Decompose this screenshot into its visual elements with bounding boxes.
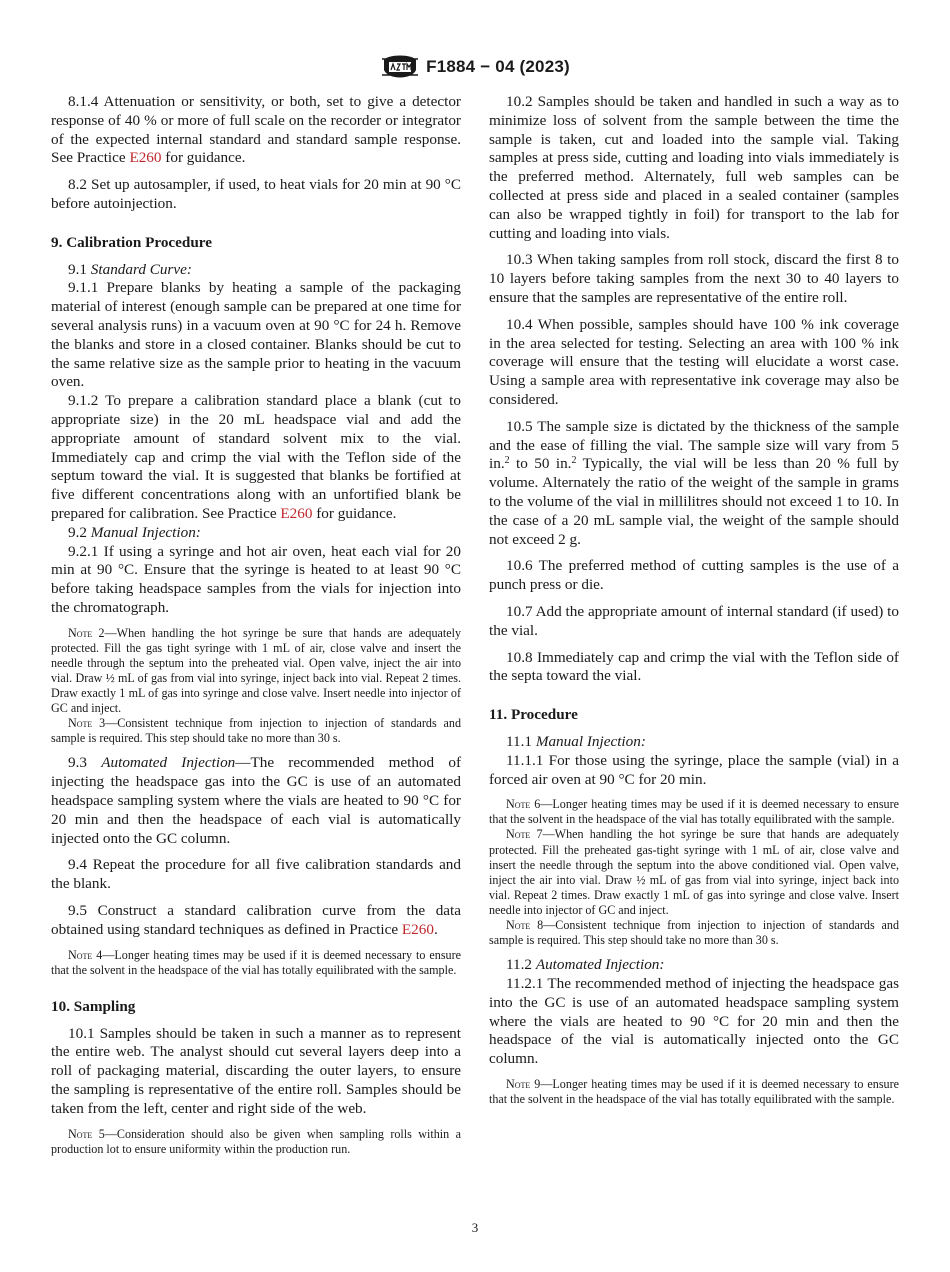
paragraph-10-1: 10.1 Samples should be taken in such a manner as to represent the entire web. The analyst should cut several layers deep into a roll of packaging material, discarding the outer layers, to ensure the sampling is representative of the entire roll. Samples should be taken from the left, center and right side of the web. (51, 1024, 461, 1117)
paragraph-11-2-1: 11.2.1 The recommended method of injecting the headspace gas into the GC is use of an automated headspace sampling system where the vials are heated to 90 °C for 20 min and then the headspace of the vial is automatically injected onto the GC column. (489, 975, 899, 1068)
link-e260[interactable]: E260 (401, 920, 434, 938)
section-heading-10: 10. Sampling (51, 997, 136, 1015)
paragraph-9-5: 9.5 Construct a standard calibration curve from the data obtained using standard techniques as defined in Practice E260. (51, 902, 461, 938)
section-heading-11: 11. Procedure (489, 706, 578, 724)
section-heading-9: 9. Calibration Procedure (51, 233, 213, 251)
paragraph-10-2: 10.2 Samples should be taken and handled in such a way as to minimize loss of solvent from the sample between the time the sample is taken, cut and loaded into the sample vial. Taking samples at press side, cutting and loading into vials immediately is the preferred method. Alternately, full web samples can be collected at press side and placed in a sealed container (samples can also be wrapped tightly in foil) for transport to the lab for cutting and loading into vials. (489, 93, 899, 242)
page-header (0, 50, 950, 84)
note-3: Note 3—Consistent technique from injection to injection of standards and sample is required. This step should take no more than 30 s. (51, 716, 462, 746)
note-8: Note 8—Consistent technique from injection to injection of standards and sample is required. This step should take no more than 30 s. (489, 918, 900, 948)
paragraph-11-2: 11.2 Automated Injection: (506, 956, 665, 974)
note-7: Note 7—When handling the hot syringe be sure that hands are adequately protected. Fill the preheated gas-tight syringe with 1 mL of air, close valve and insert the needle through the septum into the above conditioned vial. Open valve, inject the air into vial. Draw ½ mL of gas from vial into syringe, inject back into vial. Repeat 2 times. Draw exactly 1 mL of gas into syringe and close valve. Insert needle into injector of GC and inject. (489, 827, 899, 917)
paragraph-10-5: 10.5 The sample size is dictated by the thickness of the sample and the ease of filling the vial. The sample size will vary from 5 in.$^2$ to 50 in.$^2$ Typically, the vial will be less than 20 % full by volume. Alternately the ratio of the weight of the sample in grams to the volume of the vial in millilitres should not exceed 1 to 10. In the case of a 20 mL sample vial, the weight of the sample should not exceed 2 g. (489, 417, 899, 548)
paragraph-10-7: 10.7 Add the appropriate amount of internal standard (if used) to the vial. (489, 602, 899, 639)
paragraph-9-2: 9.2 Manual Injection: (68, 523, 201, 541)
note-2: Note 2—When handling the hot syringe be sure that hands are adequately protected. Fill the gas tight syringe with 1 mL of air, close valve and insert the needle through the septum into the preheated vial. Open valve, inject the air into vial. Draw ½ mL of gas from vial into syringe, inject back into vial. Repeat 2 times. Draw exactly 1 mL of gas into syringe and close valve. Insert needle into injector of GC and inject. (51, 625, 461, 716)
paragraph-10-4: 10.4 When possible, samples should have 100 % ink coverage in the area selected for testing. Selecting an area with 100 % ink coverage will ensure that the testing will elucidate a worst case. Using a sample area with representative ink coverage may also be considered. (489, 315, 899, 408)
note-6: Note 6—Longer heating times may be used if it is deemed necessary to ensure that the solvent in the headspace of the vial has totally equilibrated with the sample. (489, 797, 899, 827)
paragraph-9-4: 9.4 Repeat the procedure for all five calibration standards and the blank. (51, 856, 461, 893)
paragraph-8-2: 8.2 Set up autosampler, if used, to heat vials for 20 min at 90 °C before autoinjection. (51, 176, 461, 212)
astm-logo-icon (380, 50, 420, 84)
paragraph-11-1: 11.1 Manual Injection: (506, 732, 646, 750)
paragraph-9-1-2: 9.1.2 To prepare a calibration standard place a blank (cut to appropriate size) in the 20 mL headspace vial and add the appropriate amount of standard solvent mix to the vial. Immediately cap and crimp the vial with the Teflon side of the septum toward the vial. It is suggested that blanks be fortified at five different concentrations along with an unfortified blank be prepared for calibration. See Practice E260 for guidance. (51, 392, 461, 522)
document-designation: F1884 − 04 (2023) (426, 57, 570, 76)
paragraph-11-1-1: 11.1.1 For those using the syringe, place the sample (vial) in a forced air oven at 90 °C for 20 min. (489, 751, 899, 788)
paragraph-10-8: 10.8 Immediately cap and crimp the vial with the Teflon side of the septa toward the vial. (489, 648, 899, 685)
paragraph-10-3: 10.3 When taking samples from roll stock, discard the first 8 to 10 layers before taking samples from the next 30 to 40 layers to ensure that the samples are representative of the entire roll. (489, 251, 899, 306)
link-e260[interactable]: E260 (280, 504, 313, 522)
note-9: Note 9—Longer heating times may be used if it is deemed necessary to ensure that the solvent in the headspace of the vial has totally equilibrated with the sample. (489, 1077, 899, 1107)
paragraph-9-1: 9.1 Standard Curve: (68, 260, 192, 278)
paragraph-8-1-4: 8.1.4 Attenuation or sensitivity, or both, set to give a detector response of 40 % or more of full scale on the recorder or integrator of the expected internal standard and standard sample response. See Practice E260 for guidance. (51, 93, 461, 167)
left-column (51, 93, 461, 1157)
note-4: Note 4—Longer heating times may be used if it is deemed necessary to ensure that the solvent in the headspace of the vial has totally equilibrated with the sample. (51, 947, 461, 977)
page-number: 3 (471, 1220, 479, 1235)
note-5: Note 5—Consideration should also be given when sampling rolls within a production lot to ensure uniformity within the production run. (51, 1126, 461, 1156)
paragraph-9-1-1: 9.1.1 Prepare blanks by heating a sample of the packaging material of interest (enough sample can be prepared at one time for several analysis runs) in a vacuum oven at 90 °C for 24 h. Remove the blanks and store in a closed container. Blanks should be cut to the same relative size as the sample prior to heating in the vacuum oven. (51, 279, 461, 391)
link-e260[interactable]: E260 (129, 149, 162, 167)
paragraph-9-2-1: 9.2.1 If using a syringe and hot air oven, heat each vial for 20 min at 90 °C. Ensure that the syringe is heated to at least 90 °C before taking headspace samples from the vials for injection into the chromatograph. (51, 542, 461, 616)
paragraph-9-3: 9.3 Automated Injection—The recommended method of injecting the headspace gas into the GC is use of an automated headspace sampling system where the vials are heated to 90 °C for 20 min and then the headspace of each vial is automatically injected onto the GC column. (51, 754, 462, 847)
right-column (489, 93, 899, 1107)
paragraph-10-6: 10.6 The preferred method of cutting samples is the use of a punch press or die. (489, 557, 899, 594)
